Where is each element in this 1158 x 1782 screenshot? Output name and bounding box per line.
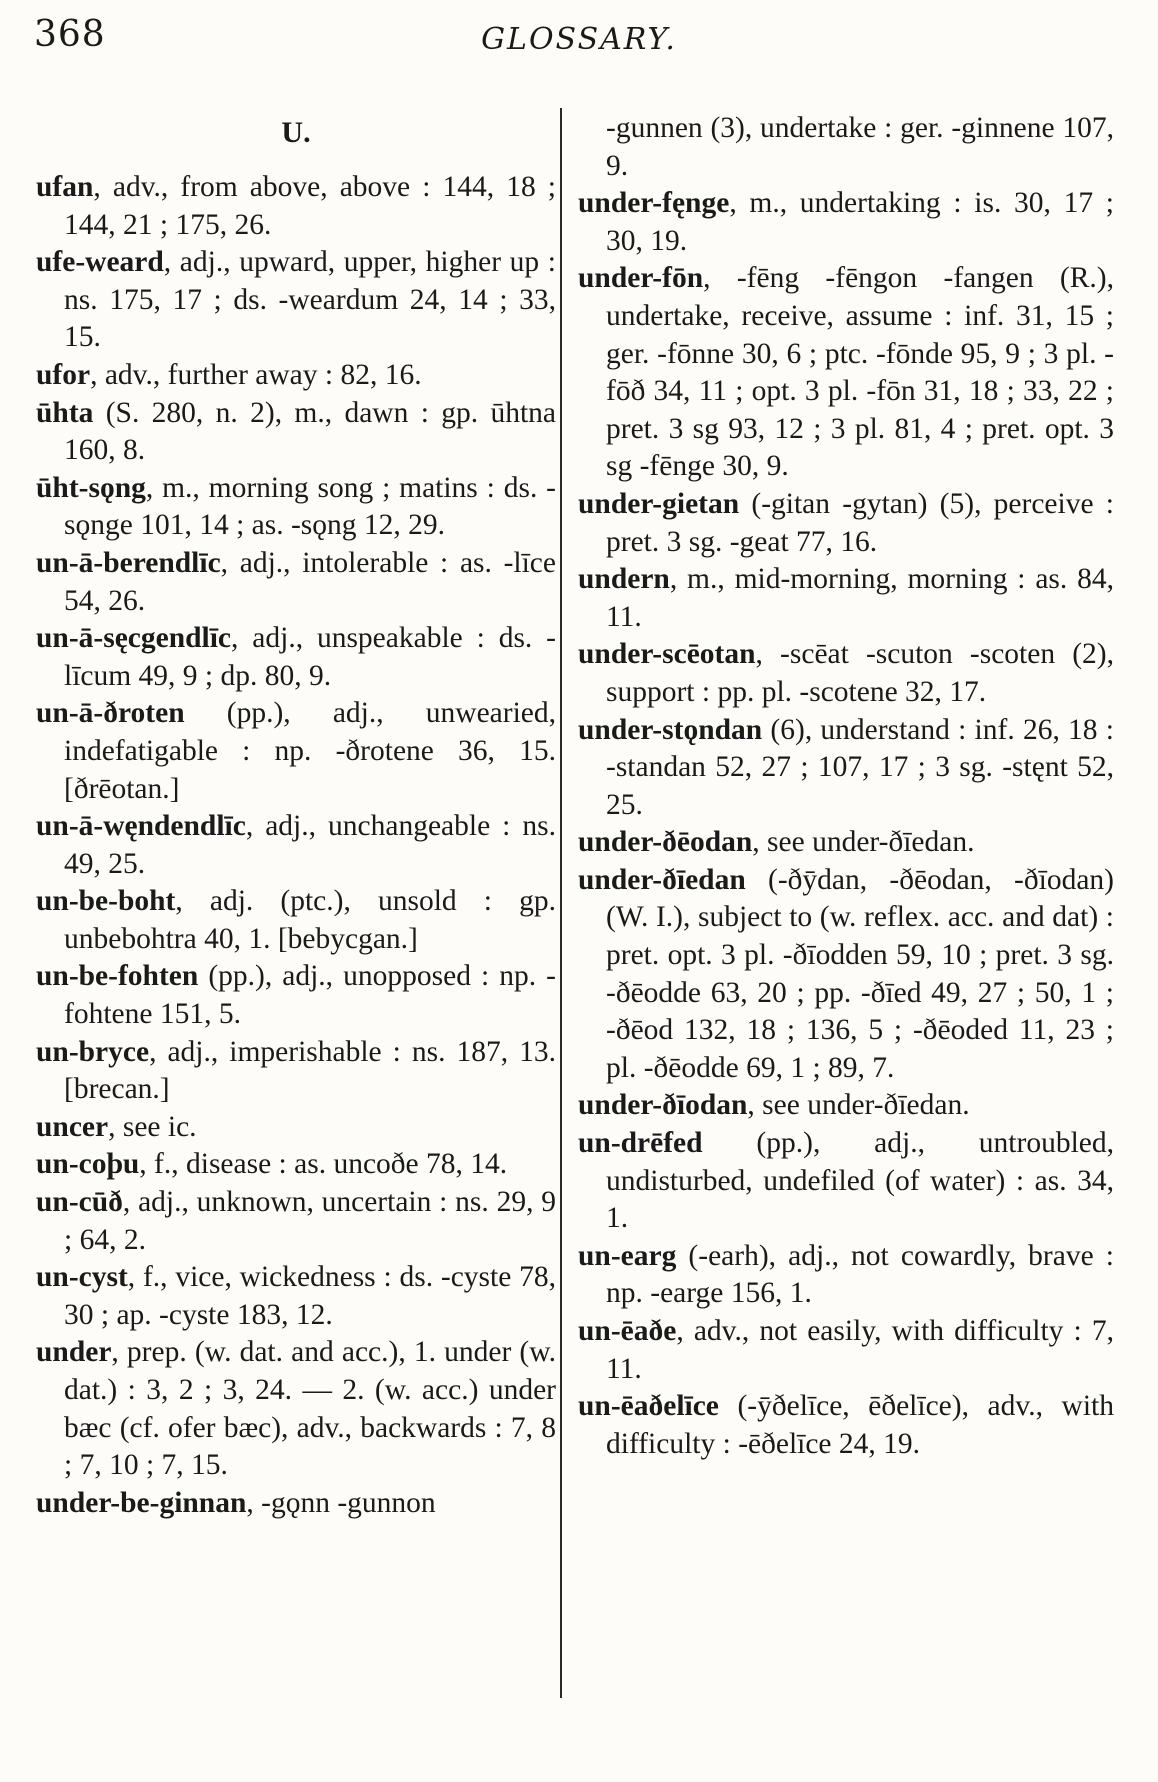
glossary-entry (578, 712, 1114, 825)
entry-definition: , see under-ðīedan. (752, 826, 975, 859)
entry-definition: (S. 280, n. 2), m., dawn : gp. ūhtna 160, 8. (64, 396, 556, 467)
entry-definition: , adv., from above, above : 144, 18 ; 144, 21 ; 175, 26. (64, 171, 556, 241)
entry-headword: un-ā-berendlīc (36, 546, 221, 579)
entry-definition: , adj., upward, upper, higher up : ns. 175, 17 ; ds. -weardum 24, 14 ; 33, 15. (64, 246, 556, 354)
entry-headword: under-fęnge (578, 187, 730, 220)
entry-headword: under-be-ginnan (36, 1486, 247, 1519)
entry-headword: un-be-fohten (36, 960, 199, 993)
entry-headword: ufe-weard (36, 246, 164, 279)
entry-definition: , -gǫnn -gunnon (246, 1486, 436, 1519)
entry-definition: , adj., unchangeable : ns. 49, 25. (64, 810, 556, 880)
entry-headword: un-be-boht (36, 885, 176, 918)
glossary-entry (578, 185, 1114, 260)
glossary-entry (36, 883, 556, 958)
glossary-entry (36, 1259, 556, 1334)
glossary-entry (36, 357, 556, 395)
entry-headword: un-earg (578, 1239, 677, 1272)
entry-definition: , adv., further away : 82, 16. (90, 358, 422, 391)
glossary-entry (36, 395, 556, 470)
glossary-entry (36, 1334, 556, 1484)
entry-headword: un-ā-węndendlīc (36, 810, 246, 843)
entry-headword: uncer (36, 1110, 109, 1143)
entry-definition: , f., disease : as. uncoðe 78, 14. (139, 1148, 508, 1181)
entry-definition: (pp.), adj., unopposed : np. -fohtene 151, 5. (64, 960, 556, 1031)
glossary-entry (36, 695, 556, 808)
continuation-text: -gunnen (3), undertake : ger. -ginnene 107, 9. (606, 112, 1114, 182)
entry-definition: (pp.), adj., unwearied, indefatigable : np. -ðrotene 36, 15. [ðrēotan.] (64, 697, 556, 805)
glossary-entry (36, 1034, 556, 1109)
entry-definition: , prep. (w. dat. and acc.), 1. under (w. dat.) : 3, 2 ; 3, 24. — 2. (w. acc.) under bæc (cf. ofer bæc), adv., backwards : 7, 8 ; 7, 10 ; 7, 15. (64, 1336, 556, 1482)
entry-definition: , adj., unspeakable : ds. -līcum 49, 9 ; dp. 80, 9. (64, 622, 556, 692)
entry-headword: un-drēfed (578, 1127, 703, 1160)
entry-headword: under-fōn (578, 262, 704, 295)
entry-definition: , f., vice, wickedness : ds. -cyste 78, 30 ; ap. -cyste 183, 12. (64, 1261, 556, 1331)
section-letter: U. (281, 116, 311, 149)
glossary-entry (36, 244, 556, 357)
entry-headword: un-ā-sęcgendlīc (36, 622, 232, 655)
entry-headword: un-bryce (36, 1035, 150, 1068)
entry-definition: (6), understand : inf. 26, 18 : -standan 52, 27 ; 107, 17 ; 3 sg. -stęnt 52, 25. (606, 713, 1114, 821)
entry-definition: , adv., not easily, with difficulty : 7, 11. (606, 1315, 1114, 1385)
entry-definition: (-gitan -gytan) (5), perceive : pret. 3 sg. -geat 77, 16. (606, 487, 1114, 558)
glossary-entry (36, 1184, 556, 1259)
glossary-entry (578, 1087, 1114, 1125)
entry-definition: , adj. (ptc.), unsold : gp. unbebohtra 40, 1. [bebycgan.] (64, 885, 556, 955)
entry-headword: un-ā-ðroten (36, 697, 185, 730)
entry-definition: , -scēat -scuton -scoten (2), support : pp. pl. -scotene 32, 17. (606, 638, 1114, 708)
glossary-entry (36, 620, 556, 695)
entry-definition: , adj., imperishable : ns. 187, 13. [brecan.] (64, 1035, 556, 1106)
right-column (578, 110, 1114, 1463)
column-divider (560, 108, 562, 1698)
left-column (36, 110, 556, 1522)
glossary-entry (578, 1388, 1114, 1463)
entry-definition: , adj., unknown, uncertain : ns. 29, 9 ; 64, 2. (64, 1186, 556, 1256)
entry-headword: ufor (36, 358, 91, 391)
entry-headword: un-coþu (36, 1148, 140, 1181)
glossary-entry (36, 808, 556, 883)
entry-headword: under-ðīodan (578, 1089, 748, 1122)
glossary-entry (578, 636, 1114, 711)
running-head: GLOSSARY. (481, 22, 677, 57)
glossary-entry (578, 1313, 1114, 1388)
right-entries (578, 185, 1114, 1463)
entry-headword: un-ēaðe (578, 1315, 677, 1347)
entry-definition: , m., undertaking : is. 30, 17 ; 30, 19. (606, 187, 1114, 257)
entry-headword: under-gietan (578, 487, 740, 520)
glossary-entry (36, 1146, 556, 1184)
entry-headword: ūhta (36, 396, 94, 429)
entry-headword: undern (578, 563, 670, 596)
entry-definition: , adj., intolerable : as. -līce 54, 26. (64, 546, 556, 617)
glossary-entry (578, 862, 1114, 1088)
glossary-entry (36, 1485, 556, 1523)
glossary-entry (36, 958, 556, 1033)
entry-headword: under-ðīedan (578, 863, 746, 896)
entry-headword: under-ðēodan (578, 826, 753, 859)
entry-definition: , m., mid-morning, morning : as. 84, 11. (606, 563, 1114, 633)
glossary-entry (578, 824, 1114, 862)
glossary-entry (578, 486, 1114, 561)
glossary-entry (578, 1238, 1114, 1313)
glossary-entry (578, 561, 1114, 636)
entry-headword: un-cūð (36, 1186, 123, 1219)
entry-headword: under-stǫndan (578, 713, 763, 746)
entry-headword: under (36, 1336, 112, 1369)
entry-headword: ufan (36, 171, 94, 203)
entry-definition: (-earh), adj., not cowardly, brave : np. -earge 156, 1. (606, 1239, 1114, 1310)
glossary-entry (578, 260, 1114, 486)
entry-definition: , -fēng -fēngon -fangen (R.), undertake, receive, assume : inf. 31, 15 ; ger. -fōnne 30, 6 ; ptc. -fōnde 95, 9 ; 3 pl. -fōð 34, 11 ; opt. 3 pl. -fōn 31, 18 ; 33, 22 ; pret. 3 sg 93, 12 ; 3 pl. 81, 4 ; pret. opt. 3 sg -fēnge 30, 9. (606, 262, 1114, 483)
entry-definition: (-ȳðelīce, ēðelīce), adv., with difficulty : -ēðelīce 24, 19. (606, 1390, 1114, 1460)
entry-definition: , m., morning song ; matins : ds. -sǫnge 101, 14 ; as. -sǫng 12, 29. (64, 471, 556, 542)
glossary-entry (36, 1109, 556, 1147)
glossary-entry (36, 545, 556, 620)
entry-headword: un-ēaðelīce (578, 1390, 719, 1423)
left-entries (36, 169, 556, 1522)
entry-definition: (pp.), adj., untroubled, undisturbed, undefiled (of water) : as. 34, 1. (606, 1127, 1114, 1235)
entry-headword: under-scēotan (578, 638, 756, 671)
entry-definition: , see ic. (108, 1110, 197, 1143)
entry-headword: un-cyst (36, 1261, 128, 1294)
entry-headword: ūht-sǫng (36, 471, 146, 504)
page-number: 368 (34, 14, 106, 55)
entry-definition: (-ðȳdan, -ðēodan, -ðīodan) (W. I.), subject to (w. reflex. acc. and dat) : pret. opt. 3 pl. -ðīodden 59, 10 ; pret. 3 sg. -ðēodde 63, 20 ; pp. -ðīed 49, 27 ; 50, 1 ; -ðēod 132, 18 ; 136, 5 ; -ðēoded 11, 23 ; pl. -ðēodde 69, 1 ; 89, 7. (606, 863, 1114, 1084)
glossary-entry (36, 169, 556, 244)
glossary-entry (36, 470, 556, 545)
glossary-entry (578, 1125, 1114, 1238)
entry-definition: , see under-ðīedan. (747, 1089, 970, 1122)
